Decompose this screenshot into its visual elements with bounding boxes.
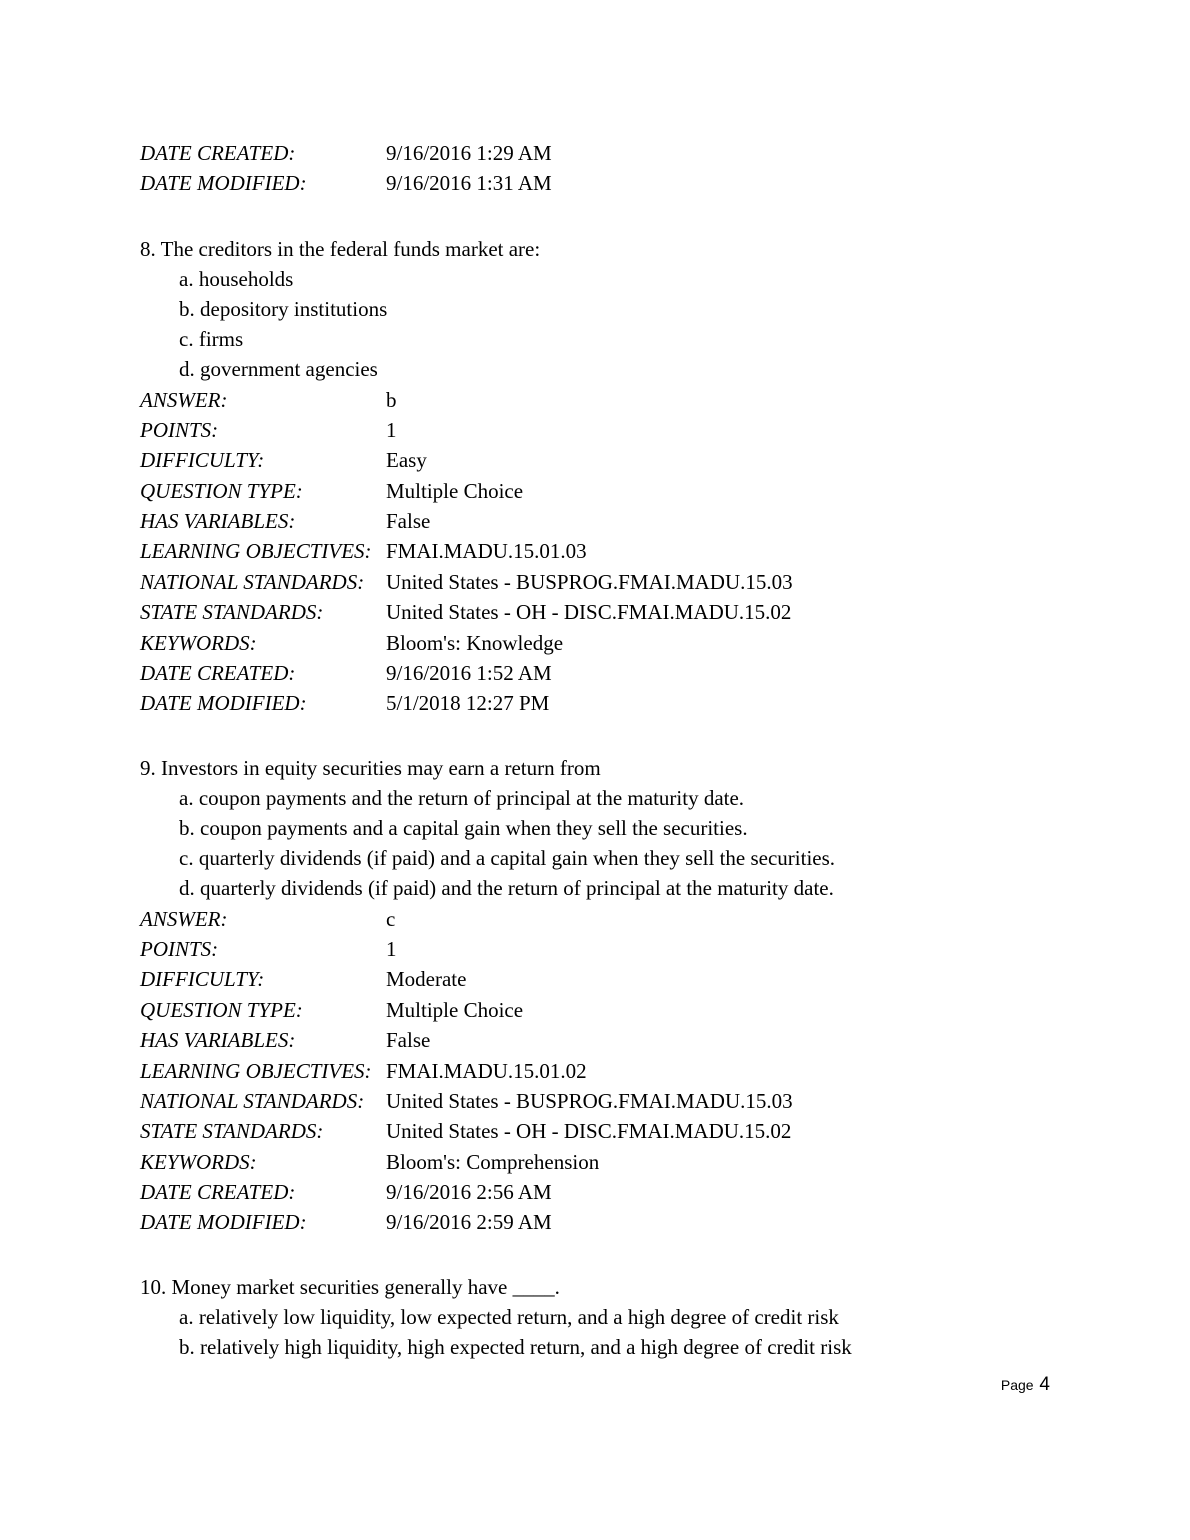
question-10 (140, 1272, 1080, 1362)
meta-row (140, 1207, 1080, 1237)
meta-value: Bloom's: Comprehension (386, 1149, 600, 1174)
meta-value: 9/16/2016 1:31 AM (386, 171, 552, 196)
meta-row (140, 506, 1080, 536)
meta-value: False (386, 1028, 431, 1053)
question-text: 8. The creditors in the federal funds market are: (140, 236, 541, 261)
meta-row (140, 445, 1080, 475)
meta-value: United States - OH - DISC.FMAI.MADU.15.02 (386, 1119, 792, 1144)
meta-value: United States - BUSPROG.FMAI.MADU.15.03 (386, 1088, 793, 1113)
answer-option: b. relatively high liquidity, high expected return, and a high degree of credit risk (179, 1335, 852, 1360)
meta-label: DATE CREATED: (140, 141, 296, 165)
meta-label: HAS VARIABLES: (140, 1028, 296, 1053)
meta-value: Bloom's: Knowledge (386, 630, 564, 655)
answer-option: d. government agencies (179, 357, 378, 382)
meta-label: DIFFICULTY: (140, 448, 265, 473)
page-content (140, 138, 1080, 1362)
meta-row (140, 904, 1080, 934)
meta-row (140, 1025, 1080, 1055)
answer-option: d. quarterly dividends (if paid) and the return of principal at the maturity date. (179, 876, 834, 901)
question-text: 10. Money market securities generally have ____. (140, 1274, 560, 1299)
meta-value: United States - OH - DISC.FMAI.MADU.15.02 (386, 600, 792, 625)
meta-row (140, 597, 1080, 627)
meta-value: Multiple Choice (386, 478, 524, 503)
meta-label: ANSWER: (140, 387, 228, 412)
meta-label: DATE CREATED: (140, 1180, 296, 1205)
answer-option: a. relatively low liquidity, low expected return, and a high degree of credit risk (179, 1304, 839, 1329)
meta-value: 1 (386, 417, 397, 442)
meta-value: c (386, 906, 396, 931)
meta-label: STATE STANDARDS: (140, 1119, 324, 1144)
meta-row (140, 688, 1080, 718)
meta-row (140, 1116, 1080, 1146)
meta-value: 9/16/2016 2:56 AM (386, 1180, 552, 1205)
meta-label: DATE MODIFIED: (140, 171, 307, 196)
question-text: 9. Investors in equity securities may earn a return from (140, 755, 601, 780)
meta-value: FMAI.MADU.15.01.03 (386, 539, 587, 564)
meta-label: KEYWORDS: (140, 630, 257, 655)
answer-option: a. coupon payments and the return of principal at the maturity date. (179, 785, 745, 810)
meta-value: Easy (386, 448, 427, 473)
meta-value: False (386, 509, 431, 534)
question-8 (140, 234, 1080, 719)
meta-row (140, 138, 1080, 168)
meta-label: DATE MODIFIED: (140, 691, 307, 716)
meta-row (140, 628, 1080, 658)
meta-label: DATE MODIFIED: (140, 1210, 307, 1235)
meta-row (140, 536, 1080, 566)
meta-value: Multiple Choice (386, 997, 524, 1022)
meta-row (140, 476, 1080, 506)
meta-value: 9/16/2016 2:59 AM (386, 1210, 552, 1235)
meta-row (140, 168, 1080, 198)
meta-row (140, 658, 1080, 688)
answer-option: b. coupon payments and a capital gain when they sell the securities. (179, 816, 748, 841)
meta-value: 9/16/2016 1:52 AM (386, 661, 552, 686)
meta-label: HAS VARIABLES: (140, 509, 296, 534)
question-9 (140, 753, 1080, 1238)
meta-row (140, 1177, 1080, 1207)
meta-label: STATE STANDARDS: (140, 600, 324, 625)
page-footer (1001, 1372, 1050, 1396)
meta-row (140, 995, 1080, 1025)
meta-row (140, 385, 1080, 415)
answer-option: b. depository institutions (179, 296, 388, 321)
page-label: Page (1000, 1377, 1034, 1393)
meta-value: Moderate (386, 967, 467, 992)
meta-label: QUESTION TYPE: (140, 997, 303, 1022)
meta-label: NATIONAL STANDARDS: (140, 569, 365, 594)
meta-label: QUESTION TYPE: (140, 478, 303, 503)
meta-row (140, 415, 1080, 445)
meta-label: POINTS: (140, 936, 219, 961)
meta-label: NATIONAL STANDARDS: (140, 1088, 365, 1113)
meta-row (140, 1086, 1080, 1116)
meta-row (140, 964, 1080, 994)
prev-question-meta (140, 138, 1080, 199)
meta-row (140, 1147, 1080, 1177)
meta-value: b (386, 387, 397, 412)
meta-value: FMAI.MADU.15.01.02 (386, 1058, 587, 1083)
meta-label: ANSWER: (140, 906, 228, 931)
meta-label: KEYWORDS: (140, 1149, 257, 1174)
meta-label: DIFFICULTY: (140, 967, 265, 992)
meta-row (140, 934, 1080, 964)
answer-option: c. firms (179, 327, 244, 352)
meta-label: DATE CREATED: (140, 661, 296, 686)
meta-row (140, 1056, 1080, 1086)
meta-label: LEARNING OBJECTIVES: (140, 539, 372, 564)
page-number: 4 (1039, 1374, 1050, 1395)
meta-value: United States - BUSPROG.FMAI.MADU.15.03 (386, 569, 793, 594)
meta-value: 5/1/2018 12:27 PM (386, 691, 550, 716)
meta-row (140, 567, 1080, 597)
meta-value: 1 (386, 936, 397, 961)
answer-option: a. households (179, 266, 294, 291)
answer-option: c. quarterly dividends (if paid) and a capital gain when they sell the securities. (179, 846, 836, 871)
meta-label: LEARNING OBJECTIVES: (140, 1058, 372, 1083)
meta-value: 9/16/2016 1:29 AM (386, 141, 552, 165)
meta-label: POINTS: (140, 417, 219, 442)
